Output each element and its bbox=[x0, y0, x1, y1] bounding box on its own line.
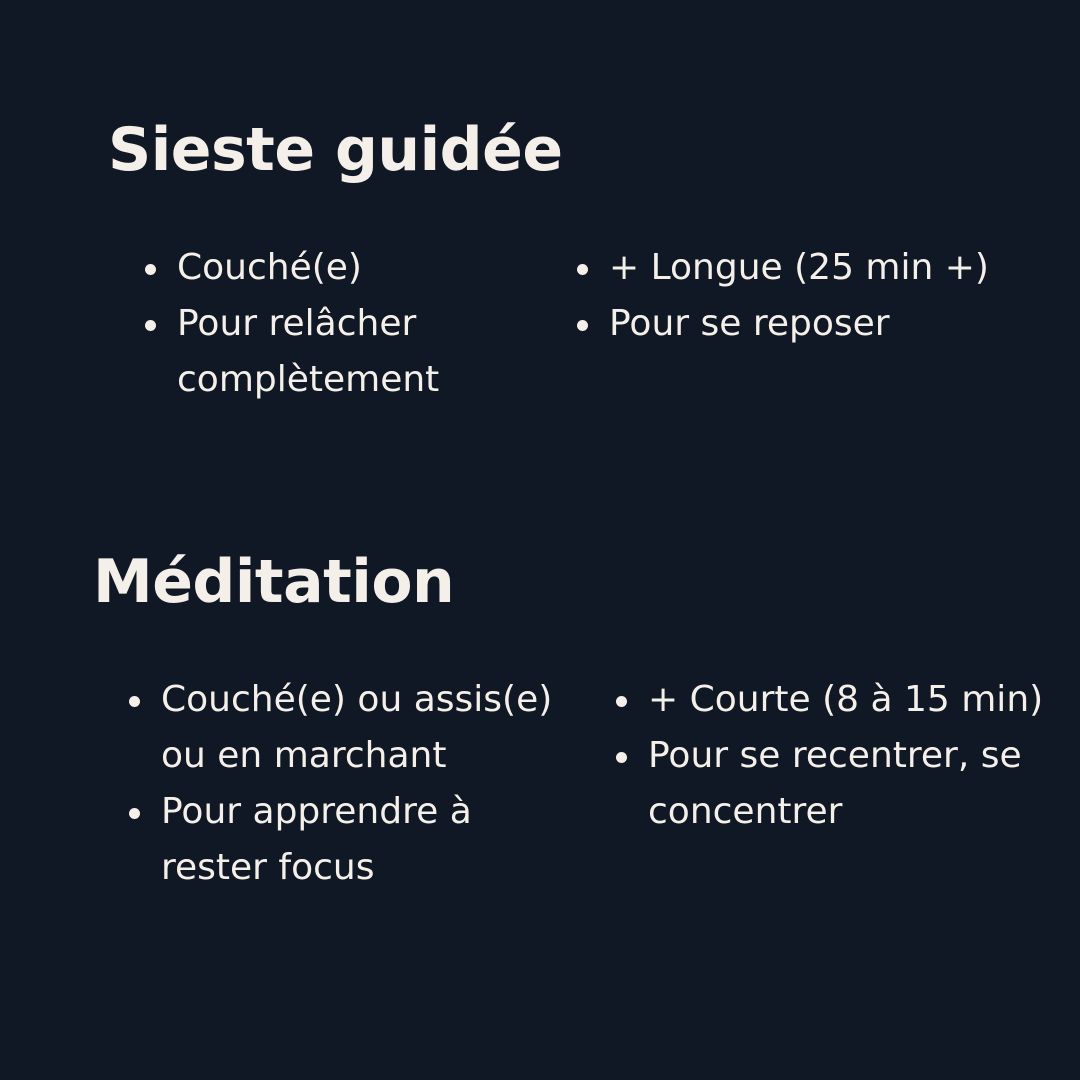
list-item: + Longue (25 min +) bbox=[577, 240, 1047, 296]
sieste-left-list bbox=[145, 240, 545, 408]
list-item: Pour apprendre à rester focus bbox=[129, 784, 569, 896]
meditation-right-list bbox=[616, 672, 1066, 840]
section-title-meditation: Méditation bbox=[93, 547, 455, 617]
sieste-right-list bbox=[577, 240, 1047, 352]
list-item: Couché(e) ou assis(e) ou en marchant bbox=[129, 672, 569, 784]
list-item: Couché(e) bbox=[145, 240, 545, 296]
list-item: Pour se recentrer, se concentrer bbox=[616, 728, 1066, 840]
list-item: Pour se reposer bbox=[577, 296, 1047, 352]
list-item: + Courte (8 à 15 min) bbox=[616, 672, 1066, 728]
list-item: Pour relâcher complètement bbox=[145, 296, 545, 408]
meditation-left-list bbox=[129, 672, 569, 896]
section-title-sieste-guidee: Sieste guidée bbox=[108, 115, 563, 185]
